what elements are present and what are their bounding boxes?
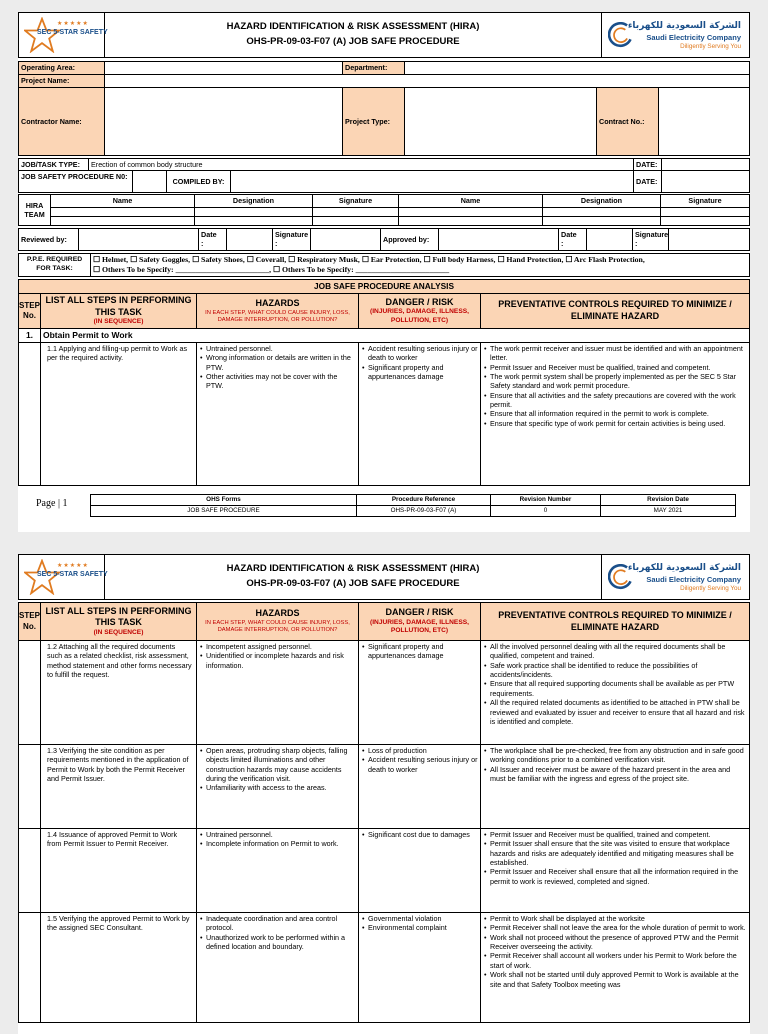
controls-cell — [481, 745, 750, 829]
controls-cell — [481, 829, 750, 913]
contractor-name-label: Contractor Name: — [19, 88, 105, 156]
table-row — [19, 342, 750, 485]
risks-cell — [359, 913, 481, 1023]
list-item: • Open areas, protruding sharp objects, falling objects limited illuminations and other construction hazards may cause accidents during the verification visit. — [199, 746, 356, 783]
list-item: • The work permit receiver and issuer must be identified and with an appointment letter. — [483, 344, 747, 363]
risks-cell — [359, 829, 481, 913]
team-name-field[interactable] — [399, 216, 543, 225]
risks-list — [361, 344, 478, 381]
list-item: • Ensure that all information required in the permit to work is complete. — [483, 409, 747, 418]
date-field[interactable] — [662, 159, 750, 171]
project-type-label: Project Type: — [343, 88, 405, 156]
department-field[interactable] — [405, 62, 750, 75]
list-item: • Work shall not proceed without the presence of approved PTW and the Permit Receiver overseeing the activity. — [483, 933, 747, 952]
col-step-no: STEP No. — [19, 603, 41, 641]
signature-header: Signature — [313, 195, 399, 207]
col-list-steps: LIST ALL STEPS IN PERFORMING THIS TASK (IN SEQUENCE) — [41, 603, 197, 641]
ppe-label: P.P.E. REQUIRED FOR TASK: — [19, 253, 91, 276]
group-title: Obtain Permit to Work — [41, 328, 750, 342]
hazards-cell — [197, 913, 359, 1023]
col-hazards: HAZARDS IN EACH STEP, WHAT COULD CAUSE INJURY, LOSS, DAMAGE INTERRUPTION, OR POLLUTION? — [197, 603, 359, 641]
hira-team-label: HIRA TEAM — [19, 195, 51, 225]
list-item: • Significant property and appurtenances damage — [361, 363, 478, 382]
list-item: • Safe work practice shall be identified to reduce the possibilities of accidents/incidents. — [483, 661, 747, 680]
contract-no-field[interactable] — [659, 88, 750, 156]
approval-date-label: Date : — [559, 228, 587, 250]
approved-by-field[interactable] — [439, 228, 559, 250]
sec-5-star-logo: ★★★★★ SEC 5-STAR SAFETY — [19, 13, 105, 58]
document-header — [18, 554, 750, 600]
risks-cell — [359, 342, 481, 485]
approval-date-field[interactable] — [587, 228, 633, 250]
risks-cell — [359, 745, 481, 829]
list-item: • Loss of production — [361, 746, 478, 755]
compiled-by-label: COMPILED BY: — [167, 171, 231, 193]
hazards-cell — [197, 829, 359, 913]
form-page-1 — [18, 12, 750, 532]
controls-cell — [481, 641, 750, 745]
list-item: • Permit Receiver shall account all workers under his Permit to Work before the start of work. — [483, 951, 747, 970]
col-step-no: STEP No. — [19, 293, 41, 328]
list-item: • Permit Issuer and Receiver must be qualified, trained and competent. — [483, 830, 747, 839]
compiled-by-field[interactable] — [231, 171, 634, 193]
designation-header-2: Designation — [543, 195, 661, 207]
team-designation-field[interactable] — [543, 207, 661, 216]
team-signature-field[interactable] — [661, 207, 750, 216]
risks-list — [361, 642, 478, 661]
risks-cell — [359, 641, 481, 745]
list-item: • Inadequate coordination and area control protocol. — [199, 914, 356, 933]
step-description: 1.2 Attaching all the required documents such as a related checklist, risk assessment, method statement and other forms necessary to fulfill the request. — [41, 641, 197, 745]
department-label: Department: — [343, 62, 405, 75]
signature-header-2: Signature — [661, 195, 750, 207]
col-list-steps: LIST ALL STEPS IN PERFORMING THIS TASK (IN SEQUENCE) — [41, 293, 197, 328]
document-title: HAZARD IDENTIFICATION & RISK ASSESSMENT (HIRA) OHS-PR-09-03-F07 (A) JOB SAFE PROCEDURE — [105, 555, 602, 600]
analysis-table-p2 — [18, 602, 750, 1023]
list-item: • Accident resulting serious injury or death to worker — [361, 755, 478, 774]
list-item: • Environmental complaint — [361, 923, 478, 932]
designation-header: Designation — [195, 195, 313, 207]
table-row — [19, 641, 750, 745]
team-designation-field[interactable] — [195, 207, 313, 216]
list-item: • Governmental violation — [361, 914, 478, 923]
review-approval-table — [18, 228, 750, 251]
table-row — [19, 829, 750, 913]
controls-list — [483, 642, 747, 726]
job-info-table — [18, 158, 750, 193]
review-signature-label: Signature : — [273, 228, 311, 250]
approved-by-label: Approved by: — [381, 228, 439, 250]
list-item: • Significant property and appurtenances damage — [361, 642, 478, 661]
contractor-name-field[interactable] — [105, 88, 343, 156]
hazards-list — [199, 830, 356, 849]
list-item: • Incompetent assigned personnel. — [199, 642, 356, 651]
date-field-2[interactable] — [662, 171, 750, 193]
controls-list — [483, 914, 747, 989]
project-type-field[interactable] — [405, 88, 597, 156]
team-name-field[interactable] — [51, 216, 195, 225]
list-item: • All the required related documents as identified to be attached in PTW shall be reviewed and evaluated by issuer and receiver to ensure that all hazard and risk is identified and complete. — [483, 698, 747, 726]
review-date-label: Date : — [199, 228, 227, 250]
step-description: 1.1 Applying and filling-up permit to Work as per the required activity. — [41, 342, 197, 485]
list-item: • Work shall not be started until duly approved Permit to Work is available at the site and that Safety Toolbox meeting was — [483, 970, 747, 989]
risks-list — [361, 746, 478, 774]
team-signature-field[interactable] — [313, 216, 399, 225]
approval-signature-label: Signature : — [633, 228, 669, 250]
step-description: 1.3 Verifying the site condition as per requirements mentioned in the application of Permit to Work by both the Permit Receiver and Permit Issuer. — [41, 745, 197, 829]
hazards-list — [199, 344, 356, 391]
list-item: • Unfamiliarity with access to the areas. — [199, 783, 356, 792]
job-task-type-value[interactable]: Erection of common body structure — [89, 159, 634, 171]
team-designation-field[interactable] — [195, 216, 313, 225]
analysis-section-title: JOB SAFE PROCEDURE ANALYSIS — [19, 279, 750, 293]
name-header-2: Name — [399, 195, 543, 207]
col-danger-risk: DANGER / RISK (INJURIES, DAMAGE, ILLNESS, POLLUTION, ETC) — [359, 603, 481, 641]
team-designation-field[interactable] — [543, 216, 661, 225]
team-signature-field[interactable] — [661, 216, 750, 225]
col-controls: PREVENTATIVE CONTROLS REQUIRED TO MINIMIZE / ELIMINATE HAZARD — [481, 603, 750, 641]
list-item: • Permit Issuer shall ensure that the site was visited to ensure that workplace hazards and risks are adequately identified and mitigating measures shall be established. — [483, 839, 747, 867]
col-controls: PREVENTATIVE CONTROLS REQUIRED TO MINIMIZE / ELIMINATE HAZARD — [481, 293, 750, 328]
list-item: • All Issuer and receiver must be aware of the hazard present in the area and must be familiar with the ingress and egress of the project site. — [483, 765, 747, 784]
document-header — [18, 12, 750, 58]
step-description: 1.4 Issuance of approved Permit to Work from Permit Issuer to Permit Receiver. — [41, 829, 197, 913]
list-item: • The workplace shall be pre-checked, free from any obstruction and in safe good working conditions prior to a combined verification visit. — [483, 746, 747, 765]
date-label: DATE: — [634, 159, 662, 171]
ppe-table — [18, 253, 750, 277]
hazards-list — [199, 642, 356, 670]
review-date-field[interactable] — [227, 228, 273, 250]
analysis-table-p1 — [18, 279, 750, 486]
team-name-field[interactable] — [399, 207, 543, 216]
col-danger-risk: DANGER / RISK (INJURIES, DAMAGE, ILLNESS, POLLUTION, ETC) — [359, 293, 481, 328]
controls-list — [483, 746, 747, 783]
operating-area-field[interactable] — [105, 62, 343, 75]
col-hazards: HAZARDS IN EACH STEP, WHAT COULD CAUSE INJURY, LOSS, DAMAGE INTERRUPTION, OR POLLUTION? — [197, 293, 359, 328]
hazards-list — [199, 746, 356, 793]
list-item: • Wrong information or details are written in the PTW. — [199, 353, 356, 372]
risks-list — [361, 914, 478, 933]
controls-cell — [481, 342, 750, 485]
operating-area-label: Operating Area: — [19, 62, 105, 75]
list-item: • Untrained personnel. — [199, 830, 356, 839]
list-item: • Permit to Work shall be displayed at the worksite — [483, 914, 747, 923]
page-number: Page | 1 — [36, 497, 68, 509]
document-title: HAZARD IDENTIFICATION & RISK ASSESSMENT (HIRA) OHS-PR-09-03-F07 (A) JOB SAFE PROCEDURE — [105, 13, 602, 58]
list-item: • Significant cost due to damages — [361, 830, 478, 839]
sec-company-logo: الشركة السعودية للكهرباء Saudi Electricity Company Diligently Serving You — [602, 555, 750, 600]
list-item: • The work permit system shall be properly implemented as per the SEC 5 Star Safety standard and work permit procedure. — [483, 372, 747, 391]
hazards-list — [199, 914, 356, 951]
page-footer — [18, 494, 750, 517]
list-item: • Other activities may not be cover with the PTW. — [199, 372, 356, 391]
sec-5-star-logo: ★★★★★ SEC 5-STAR SAFETY — [19, 555, 105, 600]
step-description: 1.5 Verifying the approved Permit to Work by the assigned SEC Consultant. — [41, 913, 197, 1023]
ppe-checklist[interactable]: ☐ Helmet, ☐ Safety Goggles, ☐ Safety Shoes, ☐ Coverall, ☐ Respiratory Musk, ☐ Ear Protection, ☐ Full body Harness, ☐ Hand Protection, ☐ Arc Flash Protection, ☐ Others To be Specify: ________________________, ☐ Others To be Specify: ________________________ — [91, 253, 750, 276]
table-row — [19, 913, 750, 1023]
date-label-2: DATE: — [634, 171, 662, 193]
jsp-number-field[interactable] — [133, 171, 167, 193]
list-item: • Permit Issuer and Receiver must be qualified, trained and competent. — [483, 363, 747, 372]
contract-no-label: Contract No.: — [597, 88, 659, 156]
review-signature-field[interactable] — [311, 228, 381, 250]
team-name-field[interactable] — [51, 207, 195, 216]
controls-list — [483, 344, 747, 428]
list-item: • Untrained personnel. — [199, 344, 356, 353]
form-page-2 — [18, 554, 750, 1034]
risks-list — [361, 830, 478, 839]
list-item: • Ensure that all activities and the safety precautions are covered with the work permit. — [483, 391, 747, 410]
project-info-table — [18, 61, 750, 156]
hira-team-table — [18, 194, 750, 225]
list-item: • Incomplete information on Permit to work. — [199, 839, 356, 848]
jsp-number-label: JOB SAFETY PROCEDURE N0: — [19, 171, 133, 193]
project-name-label: Project Name: — [19, 75, 105, 88]
list-item: • Ensure that all required supporting documents shall be available as per PTW requirements. — [483, 679, 747, 698]
table-row — [19, 745, 750, 829]
approval-signature-field[interactable] — [669, 228, 750, 250]
project-name-field[interactable] — [105, 75, 750, 88]
list-item: • Unidentified or incomplete hazards and risk information. — [199, 651, 356, 670]
reviewed-by-label: Reviewed by: — [19, 228, 79, 250]
controls-cell — [481, 913, 750, 1023]
list-item: • Permit Issuer and Receiver shall ensure that all the information required in the permit to work is reviewed, completed and signed. — [483, 867, 747, 886]
name-header: Name — [51, 195, 195, 207]
list-item: • All the involved personnel dealing with all the required documents shall be qualified, competent and trained. — [483, 642, 747, 661]
list-item: • Unauthorized work to be performed within a defined location and boundary. — [199, 933, 356, 952]
list-item: • Ensure that specific type of work permit for certain activities is being used. — [483, 419, 747, 428]
list-item: • Accident resulting serious injury or death to worker — [361, 344, 478, 363]
hazards-cell — [197, 342, 359, 485]
sec-company-logo: الشركة السعودية للكهرباء Saudi Electricity Company Diligently Serving You — [602, 13, 750, 58]
team-signature-field[interactable] — [313, 207, 399, 216]
job-task-type-label: JOB/TASK TYPE: — [19, 159, 89, 171]
group-number: 1. — [19, 328, 41, 342]
list-item: • Permit Receiver shall not leave the area for the whole duration of permit to work. — [483, 923, 747, 932]
hazards-cell — [197, 745, 359, 829]
footer-table: OHS Forms Procedure Reference Revision Number Revision Date JOB SAFE PROCEDURE OHS-PR-09-03-F07 (A) 0 MAY 2021 — [90, 494, 736, 517]
reviewed-by-field[interactable] — [79, 228, 199, 250]
controls-list — [483, 830, 747, 886]
hazards-cell — [197, 641, 359, 745]
